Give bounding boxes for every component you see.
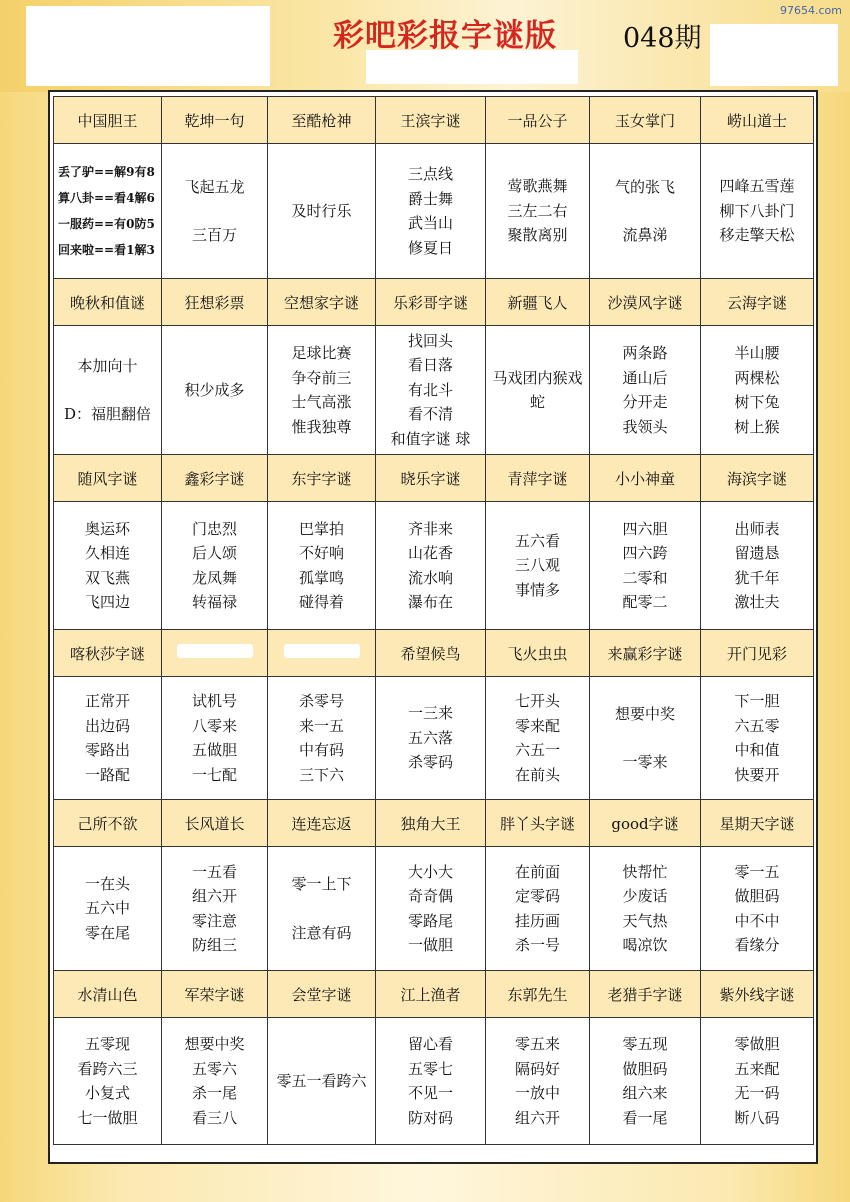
column-header: 王滨字谜 [376,97,486,144]
riddle-cell [162,1018,268,1145]
riddle-line: 快帮忙 [622,862,668,881]
riddle-cell [54,1018,162,1145]
riddle-line: 奥运环 [84,519,130,538]
column-header: 晓乐字谜 [376,455,486,502]
redacted-box-right [710,24,838,86]
riddle-row [54,677,814,800]
riddle-line: 五六落 [407,728,453,747]
riddle-cell [590,326,701,455]
riddle-line: 一三来 [407,704,453,723]
column-header: 连连忘返 [268,800,376,847]
column-header: 飞火虫虫 [486,630,590,677]
column-header: 己所不欲 [54,800,162,847]
riddle-line: 士气高涨 [291,393,352,411]
riddle-line: 做胆码 [734,887,780,905]
riddle-line: 来一五 [298,716,344,735]
riddle-line: 有北斗 [407,380,453,399]
riddle-line: 杀一尾 [191,1084,237,1102]
riddle-line: 出师表 [734,519,780,538]
riddle-line: 事情多 [514,580,560,599]
column-header: 乾坤一句 [162,97,268,144]
column-header: 崂山道士 [701,97,814,144]
redacted-label [284,644,360,658]
riddle-line: 组六来 [622,1084,668,1102]
riddle-line: 零五现 [622,1035,668,1053]
column-header: 至酷枪神 [268,97,376,144]
column-header: 空想家字谜 [268,279,376,326]
riddle-line: 一七配 [191,765,237,784]
riddle-line: 中和值 [734,741,780,759]
header-row [54,971,814,1018]
riddle-line: 一服药==有0防5 [58,217,155,231]
riddle-line: 五六看 [514,531,560,550]
site-watermark: 97654.com [780,4,842,17]
riddle-line: 五来配 [734,1059,780,1078]
riddle-line: 龙凤舞 [191,568,237,587]
riddle-cell [701,144,814,279]
riddle-line: 想要中奖 [614,704,675,723]
riddle-line: 零路出 [84,741,130,759]
riddle-cell [54,144,162,279]
riddle-line: 组六开 [514,1108,560,1127]
riddle-line: 我领头 [622,417,668,436]
riddle-line: 小复式 [84,1084,130,1102]
riddle-sheet [48,90,818,1164]
riddle-line: 注意有码 [291,923,352,942]
column-header: good字谜 [590,800,701,847]
riddle-line: 大小大 [407,862,453,881]
header-row [54,630,814,677]
riddle-line: 分开走 [622,393,668,411]
line-gap [162,199,267,223]
redacted-box-left [26,6,270,86]
riddle-line: 转福禄 [191,593,237,611]
column-header: 东郭先生 [486,971,590,1018]
riddle-cell [701,502,814,630]
riddle-line: 零五一看跨六 [276,1071,367,1090]
riddle-line: 爵士舞 [407,189,453,208]
riddle-line: 久相连 [84,544,130,562]
riddle-row [54,1018,814,1145]
riddle-cell [268,144,376,279]
riddle-line: 杀零码 [407,753,453,772]
riddle-line: 三八观 [514,556,560,575]
riddle-cell [54,502,162,630]
page-title: 彩吧彩报字谜版 [333,18,557,54]
column-header: 一品公子 [486,97,590,144]
riddle-line: 隔码好 [514,1059,560,1078]
riddle-line: 奇奇偶 [407,887,453,905]
column-header: 老猎手字谜 [590,971,701,1018]
riddle-cell [590,847,701,971]
riddle-row [54,847,814,971]
riddle-line: 看三八 [191,1108,237,1127]
column-header: 水清山色 [54,971,162,1018]
riddle-line: 找回头 [407,331,453,350]
riddle-line: 看日落 [407,356,453,375]
riddle-line: 零来配 [514,716,560,735]
riddle-line: 争夺前三 [291,368,352,387]
column-header: 新疆飞人 [486,279,590,326]
riddle-line: 五做胆 [191,741,237,759]
riddle-cell [590,677,701,800]
riddle-line: 一五看 [191,862,237,881]
column-header: 开门见彩 [701,630,814,677]
riddle-line: D：福胆翻倍 [63,405,152,423]
header-row [54,279,814,326]
riddle-cell [268,1018,376,1145]
line-gap [590,726,700,750]
riddle-line: 回来啦==看1解3 [58,243,155,257]
riddle-line: 零五来 [514,1035,560,1053]
riddle-line: 两棵松 [734,368,780,387]
riddle-line: 零一上下 [291,875,352,893]
column-header: 中国胆王 [54,97,162,144]
riddle-line: 出边码 [84,716,130,735]
riddle-line: 快要开 [734,765,780,784]
riddle-line: 留心看 [407,1035,453,1053]
riddle-line: 无一码 [734,1084,780,1102]
riddle-line: 通山后 [622,368,668,387]
riddle-cell [268,326,376,455]
riddle-cell [701,326,814,455]
riddle-line: 飞四边 [84,593,130,611]
riddle-line: 想要中奖 [184,1035,245,1053]
riddle-cell [486,847,590,971]
riddle-cell [162,502,268,630]
column-header: 海滨字谜 [701,455,814,502]
column-header: 会堂字谜 [268,971,376,1018]
riddle-line: 正常开 [84,692,130,710]
column-header: 紫外线字谜 [701,971,814,1018]
line-gap [54,378,161,402]
riddle-line: 激壮夫 [734,593,780,611]
riddle-line: 看不清 [407,405,453,424]
riddle-line: 后人颂 [191,544,237,562]
riddle-line: 半山腰 [734,344,780,362]
riddle-cell [486,677,590,800]
riddle-line: 六五一 [514,741,560,759]
column-header: 独角大王 [376,800,486,847]
riddle-line: 不见一 [407,1084,453,1102]
column-header: 沙漠风字谜 [590,279,701,326]
riddle-line: 一路配 [84,765,130,784]
riddle-cell [162,677,268,800]
riddle-line: 犹千年 [734,568,780,587]
riddle-line: 零做胆 [734,1035,780,1053]
riddle-line: 防对码 [407,1108,453,1127]
riddle-cell [701,1018,814,1145]
column-header: 星期天字谜 [701,800,814,847]
riddle-line: 看缘分 [734,936,780,954]
riddle-line: 四峰五雪莲 [719,177,795,196]
riddle-line: 移走擎天松 [719,226,795,245]
riddle-line: 两条路 [622,344,668,362]
riddle-line: 及时行乐 [291,201,352,220]
riddle-line: 流水响 [407,568,453,587]
riddle-line: 挂历画 [514,911,560,930]
riddle-line: 蛇 [529,393,545,411]
riddle-line: 少废话 [622,887,668,905]
riddle-cell [268,677,376,800]
riddle-line: 八零来 [191,716,237,735]
riddle-line: 五零七 [407,1059,453,1078]
riddle-line: 本加向十 [77,356,138,375]
column-header: 小小神童 [590,455,701,502]
riddle-line: 积少成多 [184,380,245,399]
riddle-cell [54,847,162,971]
riddle-line: 七一做胆 [77,1108,138,1127]
riddle-row [54,502,814,630]
riddle-cell [54,677,162,800]
riddle-line: 丢了驴==解9有8 [58,165,155,179]
riddle-line: 马戏团内猴戏 [492,368,583,387]
column-header: 江上渔者 [376,971,486,1018]
riddle-cell [162,847,268,971]
riddle-line: 零路尾 [407,911,453,930]
line-gap [590,199,700,223]
column-header: 随风字谜 [54,455,162,502]
riddle-line: 一做胆 [407,936,453,954]
riddle-line: 碰得着 [298,593,344,611]
riddle-line: 莺歌燕舞 [507,177,568,196]
riddle-cell [376,326,486,455]
riddle-line: 五六中 [84,899,130,918]
header-row [54,455,814,502]
riddle-cell [590,1018,701,1145]
riddle-line: 门忠烈 [191,519,237,538]
riddle-line: 定零码 [514,887,560,905]
riddle-cell [376,144,486,279]
riddle-line: 三下六 [298,765,344,784]
riddle-cell [486,326,590,455]
column-header: 来赢彩字谜 [590,630,701,677]
column-header: 希望候鸟 [376,630,486,677]
riddle-cell [54,326,162,455]
riddle-line: 双飞燕 [84,568,130,587]
riddle-line: 三左二右 [507,201,568,220]
riddle-line: 断八码 [734,1108,780,1127]
riddle-line: 在前面 [514,862,560,881]
riddle-line: 组六开 [191,887,237,905]
column-header: 晚秋和值谜 [54,279,162,326]
riddle-line: 和值字谜 球 [390,429,471,448]
redacted-label [177,644,253,658]
issue-number: 048期 [623,23,702,54]
column-header: 鑫彩字谜 [162,455,268,502]
column-header: 玉女掌门 [590,97,701,144]
riddle-cell [376,677,486,800]
column-header: 乐彩哥字谜 [376,279,486,326]
riddle-line: 流鼻涕 [622,226,668,244]
column-header [268,630,376,677]
riddle-line: 五零现 [84,1035,130,1053]
riddle-cell [162,144,268,279]
riddle-line: 柳下八卦门 [719,201,795,220]
riddle-line: 足球比赛 [291,344,352,362]
riddle-line: 二零和 [622,568,668,587]
riddle-line: 零一五 [734,862,780,881]
riddle-cell [590,502,701,630]
column-header: 青萍字谜 [486,455,590,502]
riddle-line: 做胆码 [622,1059,668,1078]
riddle-row [54,144,814,279]
riddle-line: 气的张飞 [614,177,675,196]
riddle-line: 聚散离别 [507,226,568,245]
riddle-line: 看一尾 [622,1108,668,1127]
riddle-line: 五零六 [191,1059,237,1078]
riddle-row [54,326,814,455]
riddle-line: 算八卦==看4解6 [58,191,155,205]
riddle-line: 孤掌鸣 [298,568,344,587]
riddle-line: 七开头 [514,692,560,710]
riddle-line: 六五零 [734,716,780,735]
riddle-line: 在前头 [514,765,560,784]
riddle-line: 齐非来 [407,519,453,538]
riddle-line: 零注意 [191,911,237,930]
riddle-line: 惟我独尊 [291,417,352,436]
riddle-line: 配零二 [622,593,668,611]
column-header: 狂想彩票 [162,279,268,326]
riddle-line: 喝凉饮 [622,936,668,954]
riddle-cell [376,502,486,630]
column-header: 胖丫头字谜 [486,800,590,847]
line-gap [268,897,375,921]
riddle-cell [268,502,376,630]
riddle-line: 天气热 [622,911,668,930]
column-header: 喀秋莎字谜 [54,630,162,677]
riddle-line: 飞起五龙 [184,177,245,196]
riddle-line: 巴掌拍 [298,519,344,538]
riddle-line: 下一胆 [734,692,780,710]
riddle-cell [376,1018,486,1145]
column-header: 长风道长 [162,800,268,847]
riddle-line: 瀑布在 [407,593,453,611]
riddle-line: 防组三 [191,936,237,954]
riddle-line: 杀零号 [298,692,344,710]
riddle-line: 一在头 [84,874,130,893]
riddle-line: 三百万 [191,226,237,244]
riddle-line: 四六跨 [622,544,668,562]
riddle-cell [701,847,814,971]
riddle-line: 不好响 [298,544,344,562]
riddle-line: 四六胆 [622,519,668,538]
riddle-line: 中不中 [734,911,780,930]
riddle-line: 树上猴 [734,417,780,436]
riddle-line: 一放中 [514,1084,560,1102]
riddle-cell [486,502,590,630]
column-header [162,630,268,677]
riddle-line: 看跨六三 [77,1059,138,1078]
riddle-cell [268,847,376,971]
riddle-line: 试机号 [191,692,237,710]
redacted-box-center [366,50,578,84]
riddle-line: 杀一号 [514,936,560,954]
riddle-cell [590,144,701,279]
riddle-cell [162,326,268,455]
header-row [54,800,814,847]
riddle-line: 三点线 [407,165,453,183]
header-row [54,97,814,144]
riddle-line: 树下兔 [734,393,780,411]
riddle-line: 武当山 [407,214,453,232]
riddle-table [53,96,814,1145]
riddle-cell [486,144,590,279]
column-header: 东宇字谜 [268,455,376,502]
riddle-line: 零在尾 [84,923,130,942]
riddle-line: 留遗恳 [734,544,780,562]
riddle-line: 山花香 [407,544,453,562]
riddle-cell [376,847,486,971]
riddle-cell [486,1018,590,1145]
riddle-cell [701,677,814,800]
column-header: 云海字谜 [701,279,814,326]
riddle-line: 修夏日 [407,238,453,257]
riddle-line: 一零来 [622,753,668,771]
column-header: 军荣字谜 [162,971,268,1018]
riddle-line: 中有码 [298,741,344,759]
